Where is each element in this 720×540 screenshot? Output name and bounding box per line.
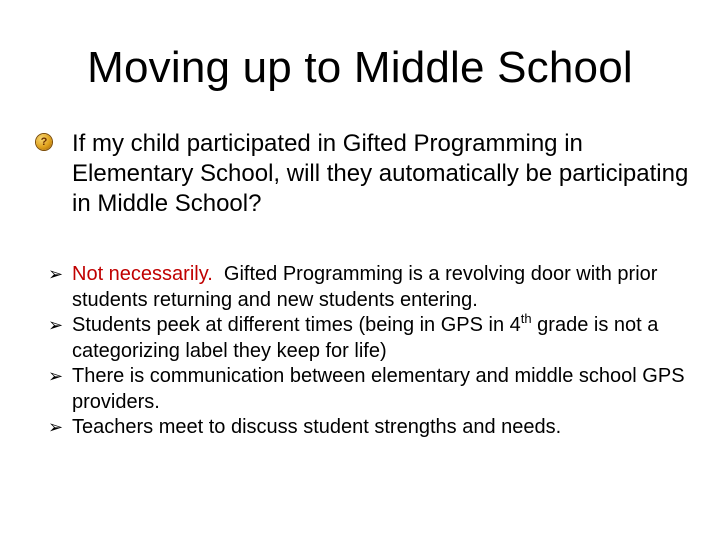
answer-text-before: Students peek at different times (being in GPS in 4 (72, 314, 521, 336)
answer-item (48, 364, 688, 415)
answer-item (48, 415, 688, 441)
answer-highlight: Not necessarily. (72, 263, 213, 285)
answer-text-after: grade is not a categorizing label they keep for life) (72, 314, 659, 362)
answer-list (48, 262, 688, 441)
arrow-bullet-icon: ➢ (48, 264, 64, 284)
answer-superscript: th (520, 311, 532, 326)
answer-text: There is communication between elementary and middle school GPS providers. (72, 365, 685, 413)
question-mark-bullet-icon: ? (36, 134, 52, 150)
answer-text: Gifted Programming is a revolving door with prior students returning and new students entering. (72, 263, 658, 311)
question-text: If my child participated in Gifted Programming in Elementary School, will they automatically be participating in Middle School? (72, 130, 689, 217)
answer-text: Teachers meet to discuss student strengths and needs. (72, 416, 562, 438)
arrow-bullet-icon: ➢ (48, 315, 64, 335)
answer-item (48, 313, 688, 364)
arrow-bullet-icon: ➢ (48, 417, 64, 437)
slide-title: Moving up to Middle School (87, 43, 633, 92)
arrow-bullet-icon: ➢ (48, 366, 64, 386)
answer-item (48, 262, 688, 313)
